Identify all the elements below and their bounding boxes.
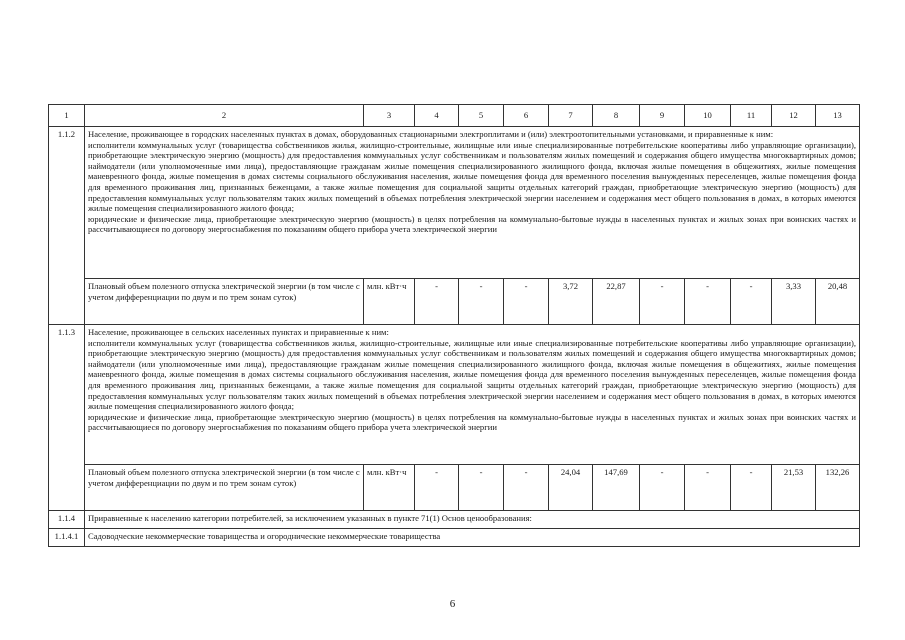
value-cell: - xyxy=(685,279,731,325)
category-description: Садоводческие некоммерческие товарищества и огороднические некоммерческие товарищества xyxy=(85,529,860,547)
section-row-1-1-4 xyxy=(49,511,860,529)
description-line: исполнители коммунальных услуг (товарищества собственников жилья, жилищно-строительные, жилищные или иные специализированные потребительские кооперативы либо управляющие организации), приобретающие электрическую энергию (мощность) для предоставления коммунальных услуг собственникам и пользователям жилых помещений и содержания общего имущества многоквартирных домов; наймодатели (или уполномоченные ими лица), предоставляющие гражданам жилые помещения специализированного жилищного фонда, включая жилые помещения в общежитиях, жилые помещения маневренного фонда, жилые помещения в домах системы социального обслуживания населения, жилые помещения фонда для временного поселения вынужденных переселенцев, жилые помещения фонда для временного проживания лиц, признанных беженцами, а также жилые помещения для социальной защиты отдельных категорий граждан, приобретающие электрическую энергию (мощность) для предоставления коммунальных услуг пользователям таких жилых помещений в объемах потребления электрической энергии населением и содержания мест общего пользования в домах, в которых имеются жилые помещения специализированного жилого фонда; xyxy=(88,337,856,412)
row-number: 1.1.4.1 xyxy=(49,529,85,547)
description-line: юридические и физические лица, приобретающие электрическую энергию (мощность) в целях потребления на коммунально-бытовые нужды в населенных пунктах и жилых зонах при воинских частях и рассчитывающиеся по договору энергоснабжения по показаниям общего прибора учета электрической энергии xyxy=(88,213,856,235)
row-number: 1.1.4 xyxy=(49,511,85,529)
category-description xyxy=(85,325,860,465)
column-number: 9 xyxy=(640,105,685,127)
column-number: 7 xyxy=(549,105,593,127)
column-number-header-row xyxy=(49,105,860,127)
value-cell: - xyxy=(504,465,549,511)
description-line: Население, проживающее в городских населенных пунктах в домах, оборудованных стационарными электроплитами и (или) электроотопительными установками, и приравненные к ним: xyxy=(88,129,774,139)
indicator-label: Плановый объем полезного отпуска электрической энергии (в том числе с учетом дифференциации по двум и по трем зонам суток) xyxy=(85,279,364,325)
indicator-row xyxy=(49,465,860,511)
value-cell: 147,69 xyxy=(593,465,640,511)
value-cell: 24,04 xyxy=(549,465,593,511)
column-number: 4 xyxy=(415,105,459,127)
value-cell: 3,72 xyxy=(549,279,593,325)
category-description xyxy=(85,127,860,279)
column-number: 12 xyxy=(772,105,816,127)
value-cell: - xyxy=(504,279,549,325)
indicator-label: Плановый объем полезного отпуска электрической энергии (в том числе с учетом дифференциации по двум и по трем зонам суток) xyxy=(85,465,364,511)
category-description: Приравненные к населению категории потребителей, за исключением указанных в пункте 71(1) Основ ценообразования: xyxy=(85,511,860,529)
unit-cell: млн. кВт·ч xyxy=(364,279,415,325)
value-cell: 21,53 xyxy=(772,465,816,511)
column-number: 8 xyxy=(593,105,640,127)
row-number: 1.1.2 xyxy=(49,127,85,325)
value-cell: 22,87 xyxy=(593,279,640,325)
value-cell: 20,48 xyxy=(816,279,860,325)
column-number: 6 xyxy=(504,105,549,127)
value-cell: - xyxy=(640,279,685,325)
value-cell: - xyxy=(459,465,504,511)
column-number: 5 xyxy=(459,105,504,127)
section-row-1-1-3 xyxy=(49,325,860,465)
value-cell: - xyxy=(685,465,731,511)
value-cell: - xyxy=(731,279,772,325)
value-cell: - xyxy=(415,465,459,511)
description-line: Население, проживающее в сельских населенных пунктах и приравненные к ним: xyxy=(88,327,389,337)
value-cell: - xyxy=(415,279,459,325)
column-number: 13 xyxy=(816,105,860,127)
column-number: 3 xyxy=(364,105,415,127)
description-line: исполнители коммунальных услуг (товарищества собственников жилья, жилищно-строительные, жилищные или иные специализированные потребительские кооперативы либо управляющие организации), приобретающие электрическую энергию (мощность) для предоставления коммунальных услуг собственникам и пользователям жилых помещений и содержания общего имущества многоквартирных домов; наймодатели (или уполномоченные ими лица), предоставляющие гражданам жилые помещения специализированного жилищного фонда, включая жилые помещения в общежитиях, жилые помещения маневренного фонда, жилые помещения в домах системы социального обслуживания населения, жилые помещения фонда для временного поселения вынужденных переселенцев, жилые помещения фонда для временного проживания лиц, признанных беженцами, а также жилые помещения для социальной защиты отдельных категорий граждан, приобретающие электрическую энергию (мощность) для предоставления коммунальных услуг пользователям таких жилых помещений в объемах потребления электрической энергии населением и содержания мест общего пользования в домах, в которых имеются жилые помещения специализированного жилого фонда; xyxy=(88,139,856,214)
indicator-row xyxy=(49,279,860,325)
page-number: 6 xyxy=(449,598,456,610)
value-cell: 132,26 xyxy=(816,465,860,511)
column-number: 2 xyxy=(85,105,364,127)
value-cell: - xyxy=(459,279,504,325)
column-number: 10 xyxy=(685,105,731,127)
section-row-1-1-2 xyxy=(49,127,860,279)
section-row-1-1-4-1 xyxy=(49,529,860,547)
description-line: юридические и физические лица, приобретающие электрическую энергию (мощность) в целях потребления на коммунально-бытовые нужды в населенных пунктах и жилых зонах при воинских частях и рассчитывающиеся по договору энергоснабжения по показаниям общего прибора учета электрической энергии xyxy=(88,411,856,433)
tariff-table xyxy=(48,104,860,547)
column-number: 1 xyxy=(49,105,85,127)
value-cell: - xyxy=(640,465,685,511)
value-cell: 3,33 xyxy=(772,279,816,325)
row-number: 1.1.3 xyxy=(49,325,85,511)
column-number: 11 xyxy=(731,105,772,127)
unit-cell: млн. кВт·ч xyxy=(364,465,415,511)
value-cell: - xyxy=(731,465,772,511)
